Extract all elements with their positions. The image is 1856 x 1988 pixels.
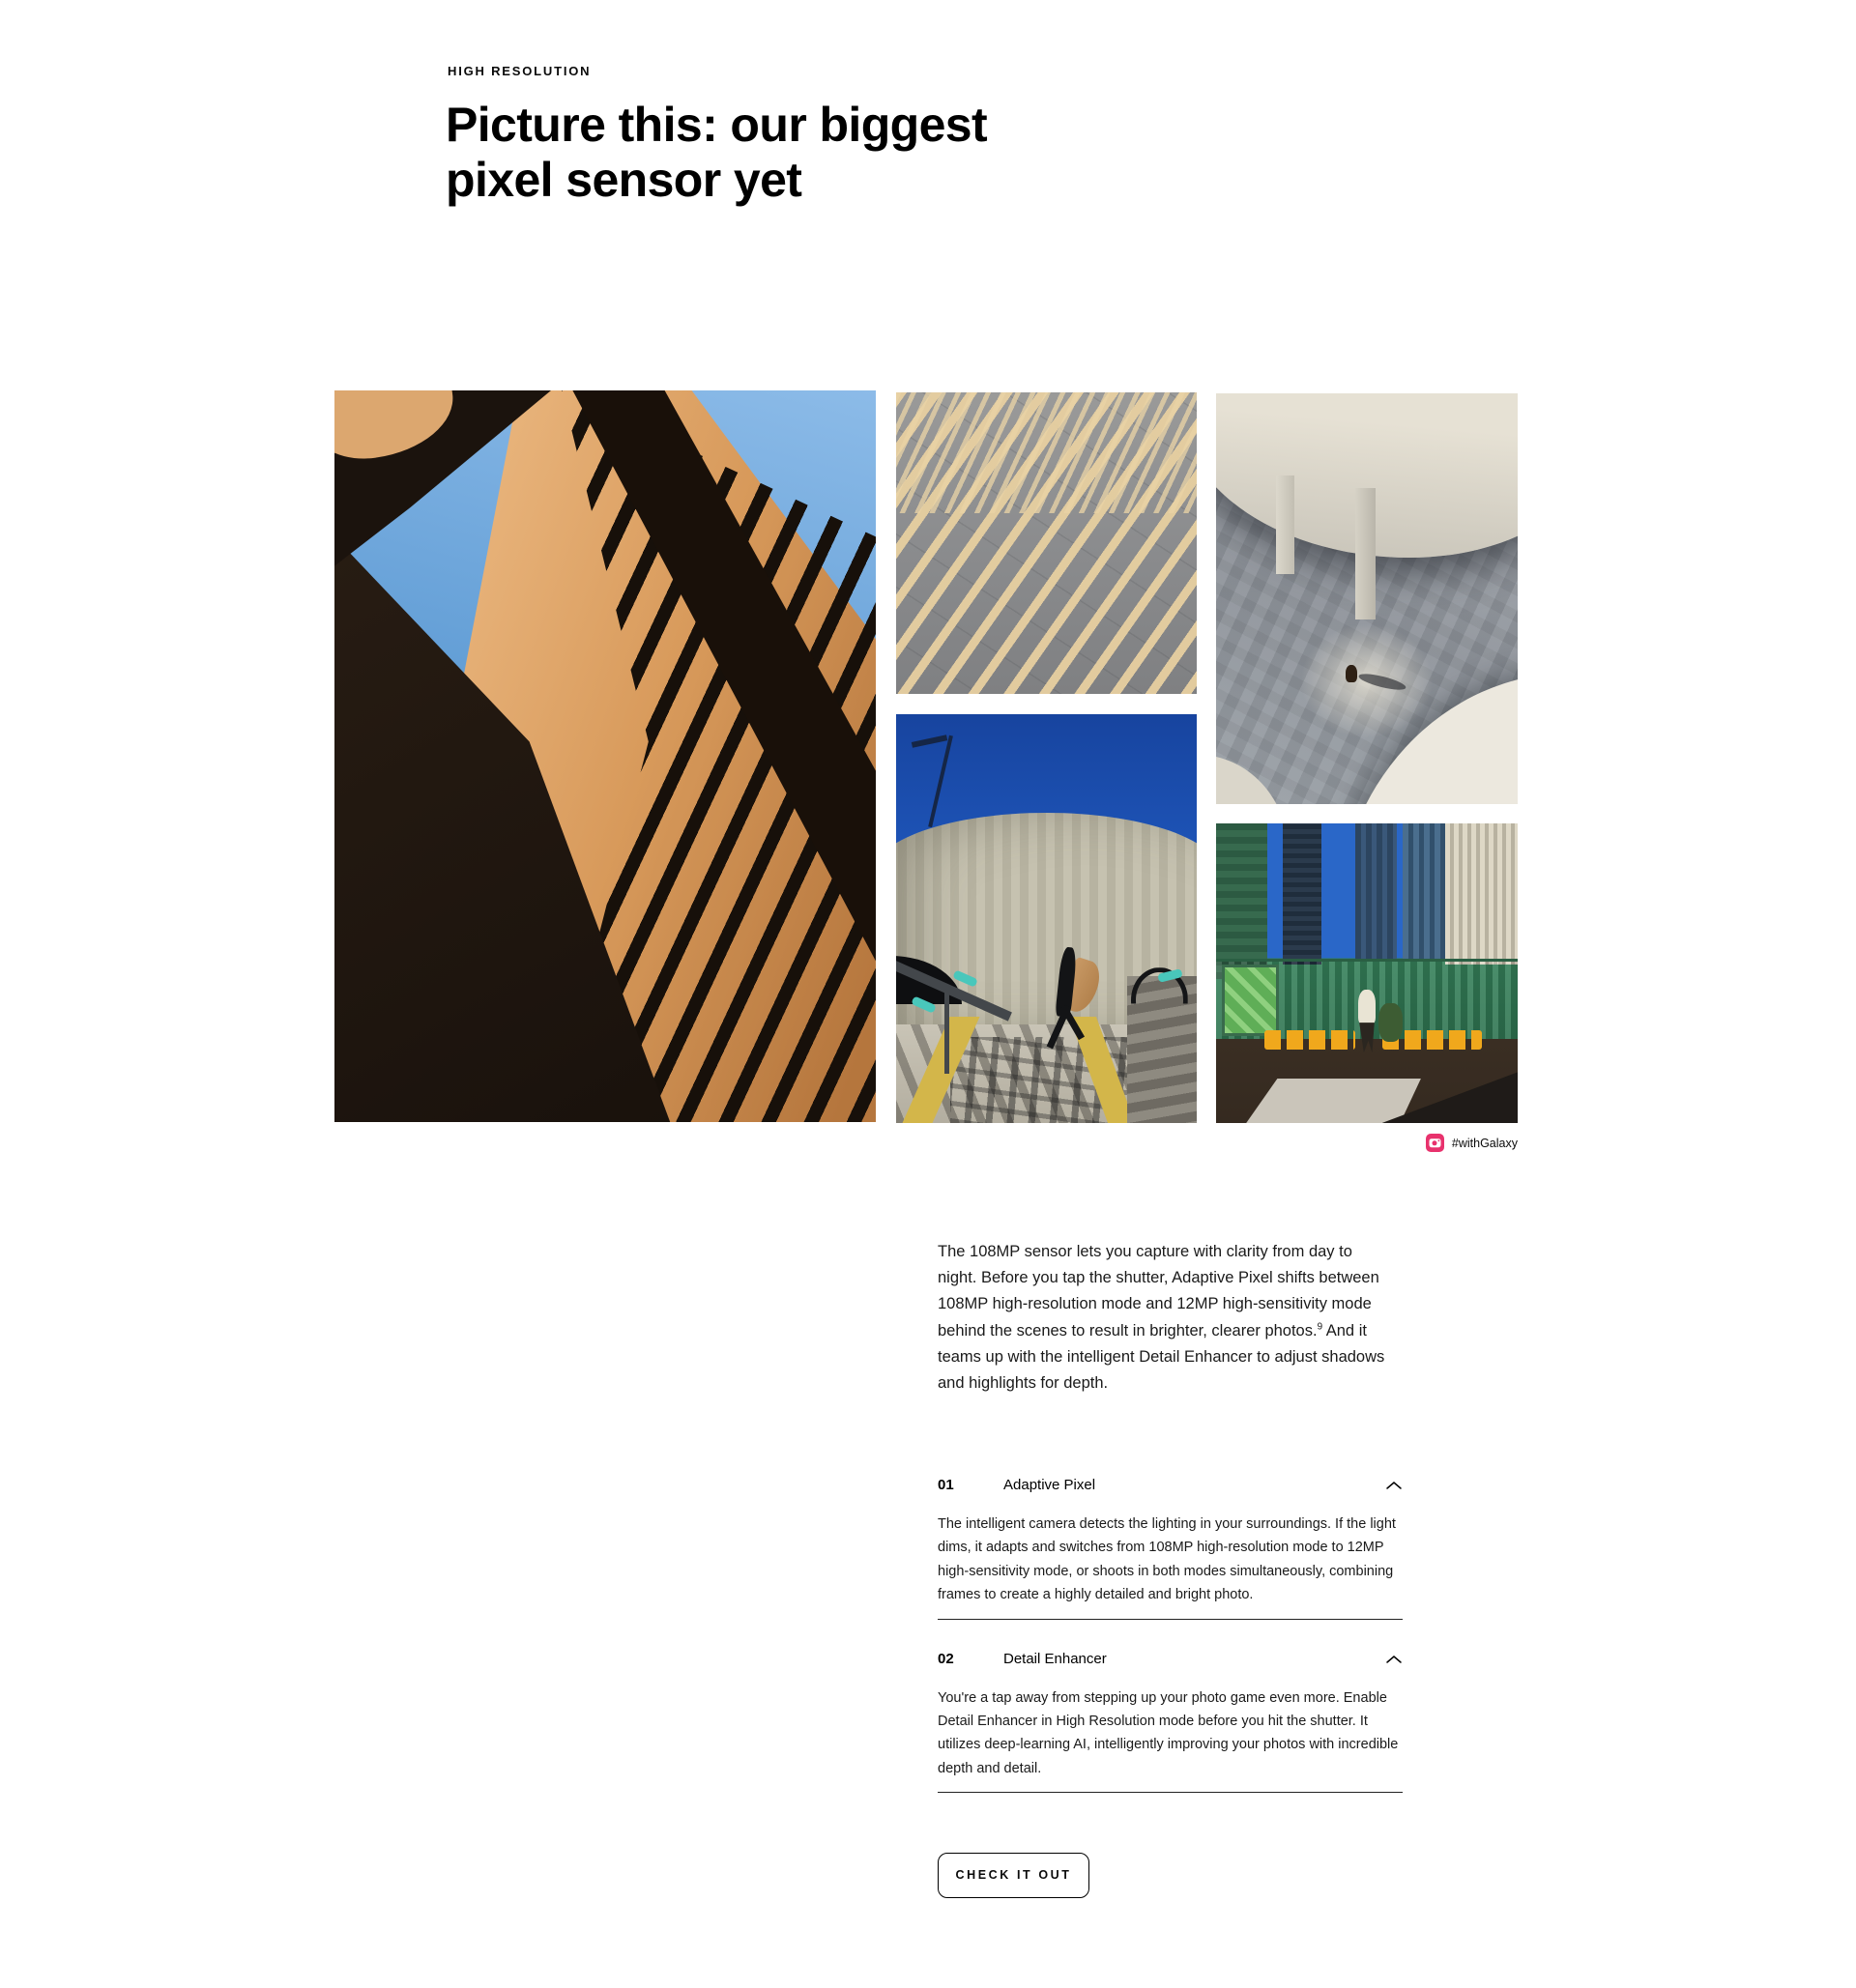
green-containers-photo: [1216, 823, 1518, 1123]
accordion-header-detail-enhancer[interactable]: [938, 1651, 1403, 1686]
accordion-body: The intelligent camera detects the lighting in your surroundings. If the light dims, it adapts and switches from 108MP high-resolution mode to 12MP high-sensitivity mode, or shoots in both modes simultaneously, combining frames to create a highly detailed and bright photo.: [938, 1516, 1396, 1602]
pavement-shadows-photo: [896, 392, 1197, 694]
photo-shape: [1246, 1079, 1421, 1124]
description-text-continued: And it teams up with the intelligent Detail Enhancer to adjust shadows and highlights for depth.: [938, 1321, 1385, 1393]
accordion-body: You're a tap away from stepping up your photo game even more. Enable Detail Enhancer in High Resolution mode before you hit the shutter. It utilizes deep-learning AI, intelligently improving your photos with incredible depth and detail.: [938, 1690, 1399, 1776]
accordion-item-detail-enhancer: [938, 1620, 1403, 1793]
accordion-title: Detail Enhancer: [1003, 1651, 1107, 1668]
accordion-title: Adaptive Pixel: [1003, 1477, 1096, 1494]
escalator-person-photo: [896, 714, 1197, 1123]
photo-gallery: [334, 390, 1518, 1123]
accordion-header-adaptive-pixel[interactable]: [938, 1477, 1403, 1513]
feature-description: [938, 1239, 1392, 1397]
courtyard-overhead-photo: [1216, 393, 1518, 804]
section-title: Picture this: our biggest pixel sensor yet: [446, 98, 988, 207]
description-text: The 108MP sensor lets you capture with clarity from day to night. Before you tap the shutter, Adaptive Pixel shifts between 108MP high-resolution mode and 12MP high-sensitivity mode behind the scenes to result in brighter, clearer photos.: [938, 1243, 1379, 1340]
section-eyebrow: HIGH RESOLUTION: [448, 64, 592, 78]
feature-content-column: [938, 1239, 1403, 1898]
instagram-camera-icon: [1426, 1134, 1444, 1152]
photo-shape: [911, 735, 947, 749]
chevron-up-icon[interactable]: [1385, 1481, 1403, 1490]
architecture-slats-photo: [334, 390, 876, 1122]
with-galaxy-credit: [1426, 1134, 1518, 1152]
footnote-marker: 9: [1317, 1321, 1323, 1333]
accordion-number: 02: [938, 1651, 954, 1668]
photo-shape: [1346, 665, 1357, 682]
accordion-item-adaptive-pixel: [938, 1477, 1403, 1620]
photo-shape: [1403, 823, 1445, 962]
feature-accordion: [938, 1477, 1403, 1793]
chevron-up-icon[interactable]: [1385, 1655, 1403, 1664]
photo-shape: [1264, 1030, 1355, 1050]
photo-shape: [1358, 990, 1377, 1024]
photo-shape: [1378, 1003, 1403, 1042]
check-it-out-button[interactable]: CHECK IT OUT: [938, 1853, 1089, 1898]
photo-shape: [1355, 823, 1398, 962]
photo-shape: [1355, 488, 1377, 619]
photo-shape: [1276, 475, 1294, 574]
photo-shape: [1216, 823, 1267, 979]
photo-shape: [1445, 823, 1518, 965]
accordion-number: 01: [938, 1477, 954, 1494]
photo-shape: [1225, 967, 1276, 1033]
photo-shape: [896, 392, 1197, 513]
photo-shape: [928, 735, 953, 828]
with-galaxy-label: #withGalaxy: [1451, 1136, 1518, 1150]
photo-shape: [1359, 1023, 1375, 1052]
photo-shape: [1283, 823, 1322, 965]
photo-shape: [944, 993, 949, 1075]
